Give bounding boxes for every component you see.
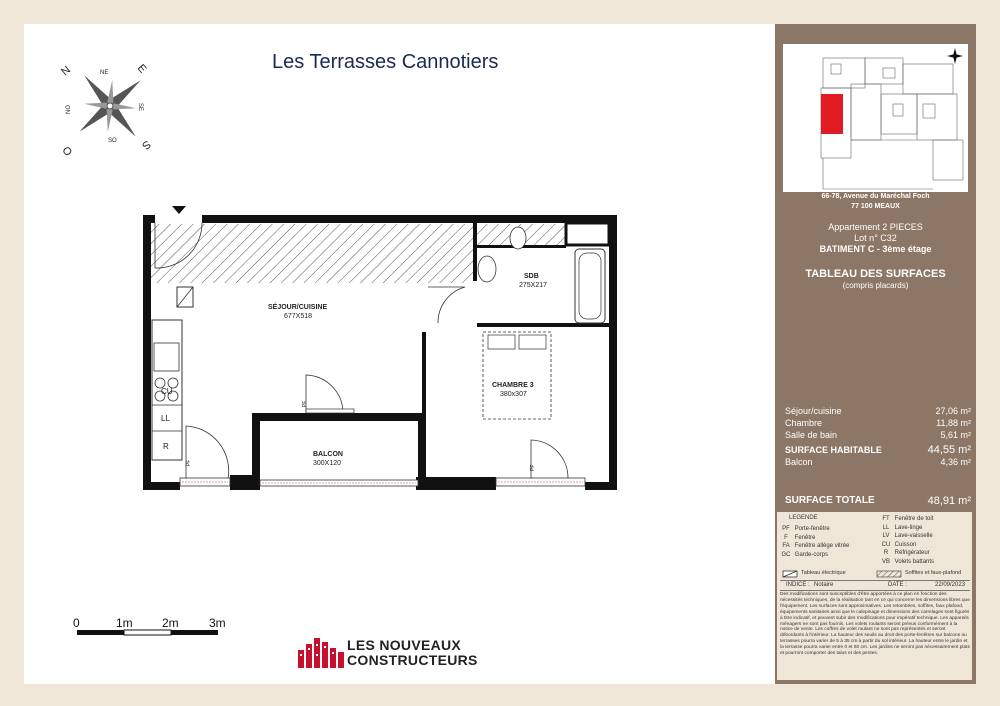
info-panel [775,24,976,684]
legend-item: LV Lave-vaisselle [882,533,933,539]
date-label: DATE : [888,582,907,588]
logo-line1: LES NOUVEAUX [347,637,462,653]
indice-value: Notaire [814,582,834,588]
building: BATIMENT C - 3ème étage [819,244,932,254]
room-sdb-name: SDB [524,273,539,280]
apartment-info [775,222,976,255]
notary-row [780,580,970,591]
surface-value: 11,88 m² [936,418,971,428]
compass-s: S [139,137,153,152]
scale-0: 0 [73,616,80,630]
sdb-door [428,287,465,323]
surface-label: Balcon [785,457,813,467]
pf-label-3: PF [530,464,536,471]
total-value: 48,91 m² [927,495,971,507]
surface-total [785,494,971,508]
bathtub [575,249,605,323]
surface-row [785,405,971,417]
address [775,192,976,212]
compass-e: E [134,62,149,76]
page-title: Les Terrasses Cannotiers [272,51,499,73]
kitchen-cu: CU [161,387,173,396]
balcony-door [306,375,343,413]
surfaces-table [785,405,971,468]
surface-value: 5,61 m² [940,430,971,440]
surface-label: SURFACE HABITABLE [785,445,882,455]
legend [777,512,972,680]
soffite-hatch-living [151,224,473,283]
bedroom-window-door [531,440,568,479]
total-label: SURFACE TOTALE [785,495,875,506]
legend-item: VB Volets battants [881,558,935,565]
surface-row [785,456,971,468]
legend-soffites: Soffites et faux-plafond [905,570,962,576]
pf-label-1: PF [302,400,308,407]
lot-highlight [821,94,843,134]
bed [483,332,551,419]
legend-right [879,515,934,566]
sink [154,343,179,371]
surface-row-habitable [785,444,971,456]
compass-o: O [60,143,76,158]
kitchen-ll: LL [161,414,170,423]
room-balcon-name: BALCON [313,451,343,458]
table-title: TABLEAU DES SURFACES [805,268,946,280]
room-sejour-dim: 677X518 [284,313,313,320]
logo-line2: CONSTRUCTEURS [347,652,478,668]
room-sejour-name: SÉJOUR/CUISINE [268,304,328,311]
legend-item: GC Garde-corps [781,551,829,558]
room-sdb-dim: 275X217 [519,282,548,289]
entrance-arrow [172,206,186,214]
legend-item: R Réfrigérateur [883,550,930,556]
legend-title: LEGENDE [789,515,818,521]
address-line2: 77 100 MEAUX [851,203,900,210]
date-value: 22/09/2023 [935,582,966,588]
room-chambre-dim: 380x307 [500,391,527,398]
compass-no: NO [66,105,72,114]
disclaimer: Des modifications sont susceptibles d'être apportées à ce plan en fonction des nécessités techniques, de la réalisation tant en ce qui concerne les dimensions libres que l'équipement. Les surfaces sont approximatives. Les retombées, soffites, faux plafond, équipements sanitaires ainsi que le calepinage et dimensions des carrelages sont figurés à titre indicatif, et peuvent subir des modifications pour impératif technique. Les appareils ménagers ne sont pas fournis. Les volets roulants seront prévus conformément à la notice de vente. Les coffres de volet roulant ne sont pas représentés et seront débordants à l'intérieur. La hauteur des seuils au droit des porte-fenêtres sur balcons ou terrasses pourra varier de 5 à 35 cm à partir du sol intérieur. La hauteur entre le jardin et la terrasse pourra varier entre 0 et 60 cm. Les jardins ne seront pas nécessairement plats et pourront comporter des talus et des pentes. [780,592,970,657]
legend-item: FT Fenêtre de toit [882,516,934,522]
surface-value: 4,36 m² [940,457,971,467]
legend-item: CU Cuisson [881,541,917,548]
compass-se: SE [137,103,143,112]
room-chambre-name: CHAMBRE 3 [492,382,534,389]
floor-plan [120,195,640,500]
surface-label: Séjour/cuisine [785,406,842,416]
surface-label: Chambre [785,418,823,428]
washbasin [478,256,496,282]
surface-label: Salle de bain [785,430,838,440]
pf-label-2: PF [186,459,192,466]
surface-row [785,429,971,441]
brand-logo-text [347,638,478,668]
legend-item: LL Lave-linge [882,524,923,531]
scale-3m: 3m [209,616,226,630]
legend-left [779,525,849,559]
surface-row [785,417,971,429]
table-subtitle: (compris placards) [842,281,909,290]
living-window-door [186,426,229,479]
kitchen-r: R [163,442,169,451]
legend-item: FA Fenêtre allège vitrée [782,543,850,549]
apartment-type: Appartement 2 PIECES [828,222,923,232]
legend-item: F Fenêtre [784,534,816,541]
legend-tableau: Tableau électrique [801,570,846,576]
surface-value: 44,55 m² [927,444,971,456]
legend-item: PF Porte-fenêtre [782,526,830,532]
compass-rose [55,52,165,160]
location-map [783,44,968,192]
surface-value: 27,06 m² [935,406,971,416]
scale-2m: 2m [162,616,179,630]
toilet [510,227,526,249]
compass-ne: NE [100,70,109,76]
soffite-icon [877,571,901,577]
indice-label: INDICE : [786,582,810,588]
lot-number: Lot n° C32 [854,233,897,243]
compass-n: N [59,63,74,79]
address-line1: 66-78, Avenue du Maréchal Foch [821,193,930,200]
scale-1m: 1m [116,616,133,630]
brand-logo-mark [298,638,344,668]
compass-so: SO [108,138,117,144]
room-balcon-dim: 300X120 [313,460,342,467]
